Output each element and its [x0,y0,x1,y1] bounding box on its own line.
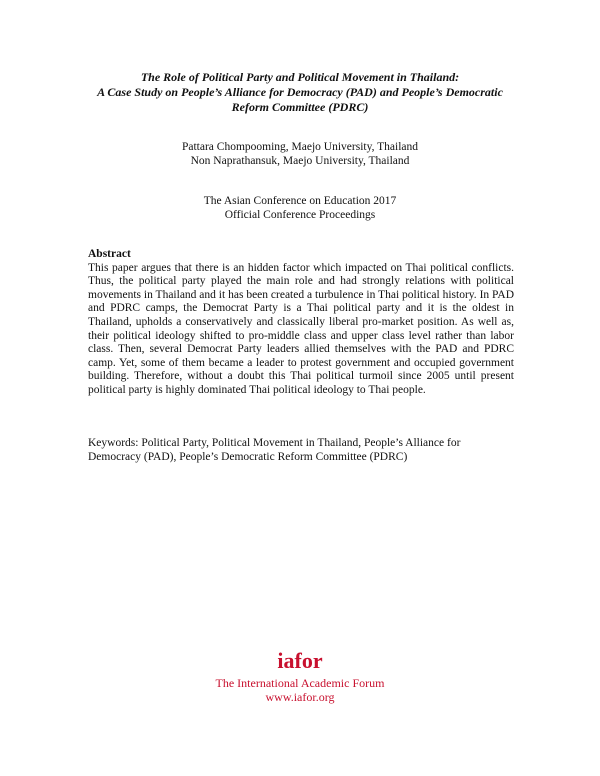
abstract-body: This paper argues that there is an hidden factor which impacted on Thai political conflicts. Thus, the political party played the main role and had strongly relations with political movements in Thailand and it has been created a turbulence in Thai political history. In PAD and PDRC camps, the Democrat Party is a Thai political party and it is the oldest in Thailand, upholds a conservatively and classically liberal pro-market position. As well as, their political ideology shifted to pro-middle class and upper class level rather than labor class. Then, several Democrat Party leaders allied themselves with the PAD and PDRC camp. Yet, some of them became a leader to protest government and occupied government building. Therefore, without a doubt this Thai political turmoil since 2005 until present political party is highly dominated Thai political ideology to Thai people. [88,261,514,396]
abstract-heading: Abstract [88,248,131,260]
author-1: Pattara Chompooming, Maejo University, Thailand [181,141,419,153]
paper-title [60,70,540,115]
conference-name: The Asian Conference on Education 2017 [203,195,397,207]
title-line-1: The Role of Political Party and Political Movement in Thailand: [140,70,460,84]
title-line-3: Reform Committee (PDRC) [231,100,369,114]
conference-info [60,194,540,222]
author-list [60,140,540,168]
forum-url[interactable]: www.iafor.org [265,690,335,704]
author-2: Non Naprathansuk, Maejo University, Thailand [190,155,410,167]
title-line-2: A Case Study on People’s Alliance for Democracy (PAD) and People’s Democratic [97,85,503,99]
abstract-section [88,248,514,398]
conference-proceedings: Official Conference Proceedings [224,209,376,221]
keywords: Keywords: Political Party, Political Movement in Thailand, People’s Alliance for Democracy (PAD), People’s Democratic Reform Committee (PDRC) [88,437,461,463]
iafor-logo: iafor [277,648,323,673]
forum-name: The International Academic Forum [215,676,385,690]
